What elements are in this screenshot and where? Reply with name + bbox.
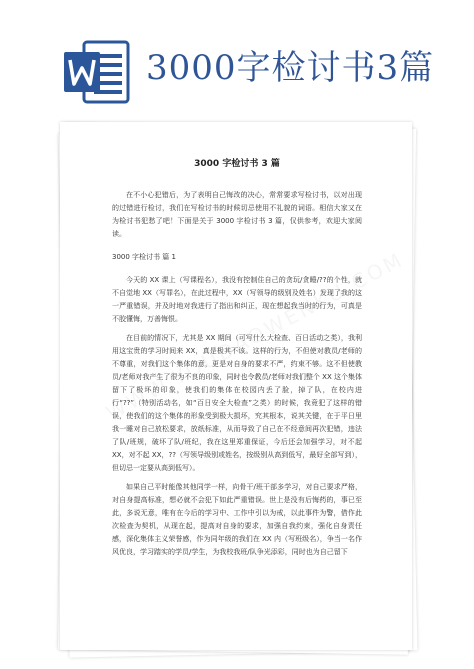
document-preview <box>60 122 416 654</box>
document-title: 3000 字检讨书 3 篇 <box>194 159 280 169</box>
section-title: 3000 字检讨书 篇 1 <box>112 253 176 261</box>
document-page <box>60 122 412 650</box>
body-paragraph: 如果自己平时能像其他同学一样，向骨干/班干部多学习，对自己要求严格，对自身提高标准，想必就不会犯下如此严重错误。世上是没有后悔药的，事已至此，多说无意，唯有在今后的学习中、工作中引以为戒，以此事件为警，借作此次检查为契机，从现在起，提高对自身的要求，加强自我约束，强化自身责任感，深化集体主义荣誉感，作为同年级的我们在 XX 内（写班级名），争当一名作风优良，学习踏实的学员/学生，为我校我班/队争光添彩，同时也为自己留下 <box>112 483 362 556</box>
document-body <box>112 158 362 565</box>
header-banner <box>0 0 474 120</box>
body-paragraph: 在目前的情况下，尤其是 XX 期间（可写什么大检查、百日活动之类），我利用这宝贵的学习时间来 XX，真是极其不该。这样的行为，不但使对教员/老师的不尊重，对我们这个集体的意，更是对自身的要求不严，约束不够。这不但使教员/老师对我产生了很为不良的印象，同时也令教员/老师对我们整个 XX 这个集体留下了极坏的印象，使我们的集体在校园内丢了脸，掉了队，在校内进行“??”（特别活动名，如“百日安全大检查”之类）的时候，我竟犯了这样的错误，使我们的这个集体的形象受到极大损坏，究其根本，说其关键，在于平日里我一睡对自己放松要求，放纸标准，从而导致了自己在不经意间再次犯错，违法了队/班规，破坏了队/班纪，我在这里郑重保证，今后还会加强学习，对不起 XX，对不起 XX，??（写领导级别或姓名，按级别从高到低写，最好全部写到），但切忌一定要从高到低写）。 <box>112 334 362 472</box>
intro-paragraph: 在不小心犯错后，为了表明自己悔改的决心，常常要求写检讨书，以对出现的过错进行检讨，我们在写检讨书的时候切忌使用不礼貌的词语。相信大家又在为检讨书犯愁了吧！下面是关于 3000 字检讨书 3 篇，仅供参考，欢迎大家阅读。 <box>112 191 362 238</box>
body-paragraph: 今天的 XX 课上（写课程名），我没有控制住自己的贪玩/贪睡/??的个性，就不自觉地 XX（写罪名），在此过程中，XX（写领导的级别及姓名）发现了我的这一严重错误，并及时地对我进行了指出和纠正，现在想起我当时的行为，可真是不胶懂悔，万善悔恨。 <box>112 276 362 323</box>
word-document-icon <box>62 38 132 106</box>
page-title: 3000字检讨书3篇 <box>146 48 435 88</box>
